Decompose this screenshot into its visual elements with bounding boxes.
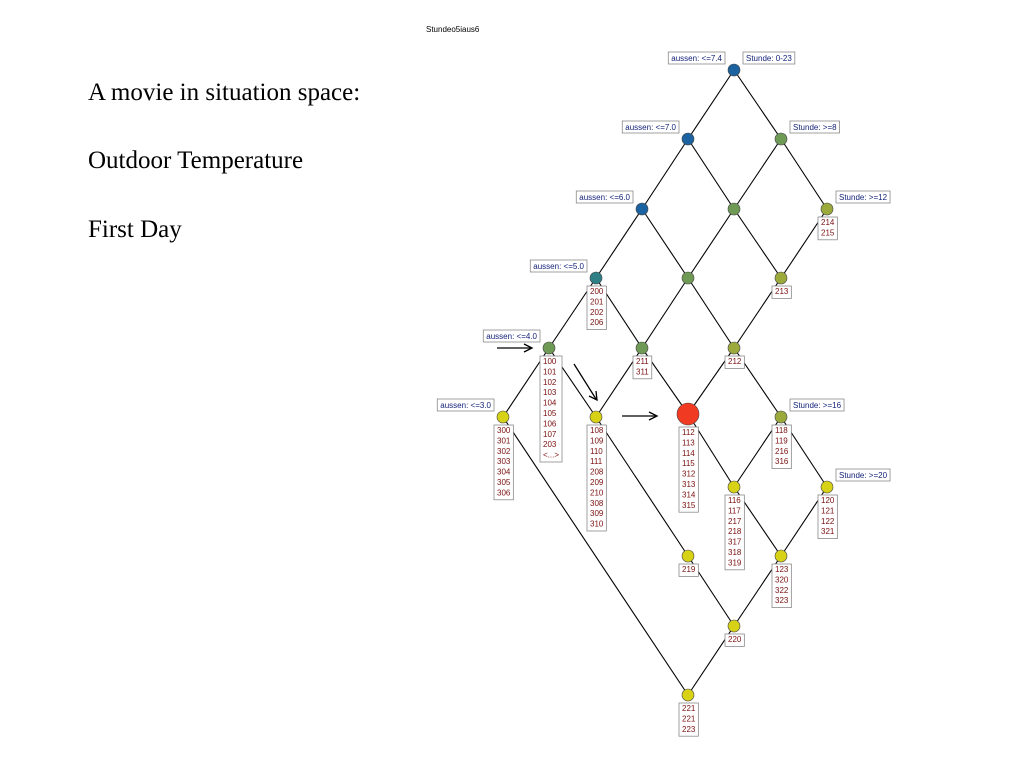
heading-line-1: A movie in situation space: <box>88 79 361 106</box>
object-label-item: 304 <box>497 467 511 477</box>
object-label-item: 310 <box>590 519 604 529</box>
concept-node-3[interactable] <box>636 203 648 215</box>
object-label-item: 315 <box>682 500 696 510</box>
object-label-item: 318 <box>728 548 742 557</box>
object-label-item: 112 <box>682 428 695 437</box>
object-label-item: 320 <box>775 575 789 585</box>
object-label <box>772 286 791 298</box>
object-label-item: 323 <box>775 596 789 606</box>
object-label-item: 100 <box>543 357 557 366</box>
object-label <box>725 634 744 646</box>
attribute-label-text: Stunde: 0-23 <box>746 54 792 63</box>
edge-1-4 <box>688 139 734 209</box>
concept-node-4[interactable] <box>728 203 740 215</box>
object-label-item: 301 <box>497 436 511 446</box>
object-label-item: 202 <box>590 307 604 317</box>
attribute-label-text: Stunde: >=12 <box>839 193 888 202</box>
concept-node-15[interactable] <box>775 411 787 423</box>
object-label <box>679 564 698 576</box>
object-label-item: 114 <box>682 448 695 458</box>
attribute-label-text: aussen: <=4.0 <box>486 332 537 341</box>
attribute-label <box>483 330 540 342</box>
heading-line-3: First Day <box>88 216 182 243</box>
heading-line-2: Outdoor Temperature <box>88 147 304 174</box>
object-label-item: 116 <box>728 496 741 505</box>
object-label-item: 110 <box>590 446 603 456</box>
object-label-item: 102 <box>543 377 557 387</box>
object-label <box>679 703 698 736</box>
concept-node-18[interactable] <box>682 550 694 562</box>
concept-node-5[interactable] <box>821 203 833 215</box>
edge-3-7 <box>642 209 688 278</box>
object-labels <box>494 217 837 736</box>
object-label-item: 223 <box>682 724 696 734</box>
concept-node-21[interactable] <box>682 689 694 701</box>
edge-1-3 <box>642 139 688 209</box>
object-label-item: 216 <box>775 446 789 456</box>
attribute-label <box>668 52 725 64</box>
object-label-item: 311 <box>636 367 649 377</box>
edge-7-11 <box>688 278 734 348</box>
object-label-item: 317 <box>728 537 742 547</box>
object-label-item: 312 <box>682 469 696 479</box>
object-label-item: 208 <box>590 467 604 477</box>
slide-heading <box>88 79 360 243</box>
object-label-item: 118 <box>775 426 788 435</box>
object-label <box>725 356 744 368</box>
object-label-item: 305 <box>497 478 511 487</box>
attribute-label <box>836 469 890 481</box>
object-label-item: 119 <box>775 436 788 446</box>
object-label-item: 309 <box>590 509 604 519</box>
attribute-label-text: aussen: <=5.0 <box>533 262 584 271</box>
object-label-item: 117 <box>728 506 741 516</box>
attribute-label <box>622 121 679 133</box>
edge-2-4 <box>734 139 781 209</box>
edge-0-1 <box>688 70 734 139</box>
object-label-item: 319 <box>728 558 742 568</box>
object-label-item: 109 <box>590 436 604 446</box>
edge-2-5 <box>781 139 827 209</box>
object-label-item: 200 <box>590 287 604 296</box>
object-label <box>587 286 606 330</box>
object-label-item: 313 <box>682 480 696 489</box>
object-label <box>540 356 562 462</box>
attribute-label <box>743 52 795 64</box>
object-label <box>679 427 698 512</box>
attribute-label-text: aussen: <=6.0 <box>579 193 630 202</box>
diagram-title: Stundeo5iaus6 <box>426 25 480 34</box>
concept-node-12[interactable] <box>497 411 509 423</box>
concept-node-6[interactable] <box>590 272 602 284</box>
object-label-item: 201 <box>590 297 604 307</box>
object-label <box>818 217 837 240</box>
concept-node-20[interactable] <box>728 620 740 632</box>
object-label-item: 108 <box>590 426 604 435</box>
object-label-item: 214 <box>821 218 835 227</box>
attribute-label-text: aussen: <=7.0 <box>625 123 676 132</box>
attribute-label <box>790 399 844 411</box>
arrow-to-current-node <box>622 412 657 420</box>
object-label-item: 115 <box>682 459 695 469</box>
object-label <box>772 425 791 469</box>
object-label-item: 217 <box>728 516 742 526</box>
object-label-item: 213 <box>775 287 789 296</box>
attribute-label-text: aussen: <=7.4 <box>671 54 722 63</box>
attribute-label <box>530 260 587 272</box>
object-label-item: 107 <box>543 429 557 439</box>
object-label <box>818 495 837 539</box>
object-label-item: 300 <box>497 426 511 435</box>
concept-node-7[interactable] <box>682 272 694 284</box>
object-label-item: 203 <box>543 440 557 450</box>
concept-node-2[interactable] <box>775 133 787 145</box>
object-label <box>587 425 606 531</box>
object-label-item: 306 <box>497 488 511 498</box>
object-label-item: 206 <box>590 318 604 328</box>
object-label-item: 103 <box>543 388 557 398</box>
edge-4-7 <box>688 209 734 278</box>
object-label-item: 218 <box>728 527 742 537</box>
edge-0-2 <box>734 70 781 139</box>
object-label-item: 111 <box>590 457 603 467</box>
concept-node-0[interactable] <box>728 64 740 76</box>
object-label-item: 123 <box>775 565 789 574</box>
edge-3-6 <box>596 209 642 278</box>
object-label-item: 209 <box>590 478 604 487</box>
object-label-item: 212 <box>728 357 742 366</box>
object-label-item: 221 <box>682 714 696 724</box>
object-label-item: 308 <box>590 498 604 508</box>
concept-node-10[interactable] <box>636 342 648 354</box>
object-label-item: 221 <box>682 704 696 713</box>
object-label-item: 211 <box>636 357 649 366</box>
edge-7-10 <box>642 278 688 348</box>
attribute-label <box>836 191 890 203</box>
object-label-item: 220 <box>728 635 742 644</box>
object-label-item: 314 <box>682 490 696 500</box>
object-label-item: 105 <box>543 409 557 418</box>
edge-4-8 <box>734 209 781 278</box>
concept-node-1[interactable] <box>682 133 694 145</box>
object-label-item: 302 <box>497 446 511 456</box>
object-label-item: 316 <box>775 457 789 467</box>
object-label-item: 303 <box>497 457 511 467</box>
attribute-label-text: Stunde: >=16 <box>793 401 842 410</box>
concept-node-16[interactable] <box>728 481 740 493</box>
edge-13-18 <box>596 417 688 556</box>
object-label <box>633 356 652 379</box>
movie-arrows <box>497 344 657 420</box>
object-label-item: 322 <box>775 585 789 595</box>
object-label-item: 113 <box>682 438 695 448</box>
attribute-label <box>437 399 494 411</box>
concept-node-17[interactable] <box>821 481 833 493</box>
object-label-item: 106 <box>543 419 557 429</box>
object-label-item: 210 <box>590 488 604 498</box>
object-label <box>725 495 744 570</box>
object-label <box>772 564 791 608</box>
attribute-label <box>790 121 840 133</box>
object-label-item: 121 <box>821 506 835 516</box>
object-label-item: 104 <box>543 398 557 408</box>
arrow-to-node-4 <box>497 344 532 352</box>
attribute-label-text: Stunde: >=20 <box>839 471 888 480</box>
concept-node-8[interactable] <box>775 272 787 284</box>
concept-node-19[interactable] <box>775 550 787 562</box>
concept-node-13[interactable] <box>590 411 602 423</box>
arrow-to-node-3a <box>574 364 597 400</box>
attribute-label <box>576 191 633 203</box>
object-label <box>494 425 513 500</box>
concept-node-14[interactable] <box>677 403 699 425</box>
object-label-item: 321 <box>821 527 835 537</box>
object-label-item: 101 <box>543 367 557 377</box>
attribute-label-text: aussen: <=3.0 <box>440 401 491 410</box>
object-label-item: 120 <box>821 496 835 505</box>
attribute-label-text: Stunde: >=8 <box>793 123 837 132</box>
object-label-item: 122 <box>821 516 835 526</box>
concept-node-11[interactable] <box>728 342 740 354</box>
concept-node-9[interactable] <box>543 342 555 354</box>
object-label-item: 219 <box>682 565 696 574</box>
object-label-item: 215 <box>821 228 835 238</box>
object-label-item: <...> <box>543 450 560 460</box>
